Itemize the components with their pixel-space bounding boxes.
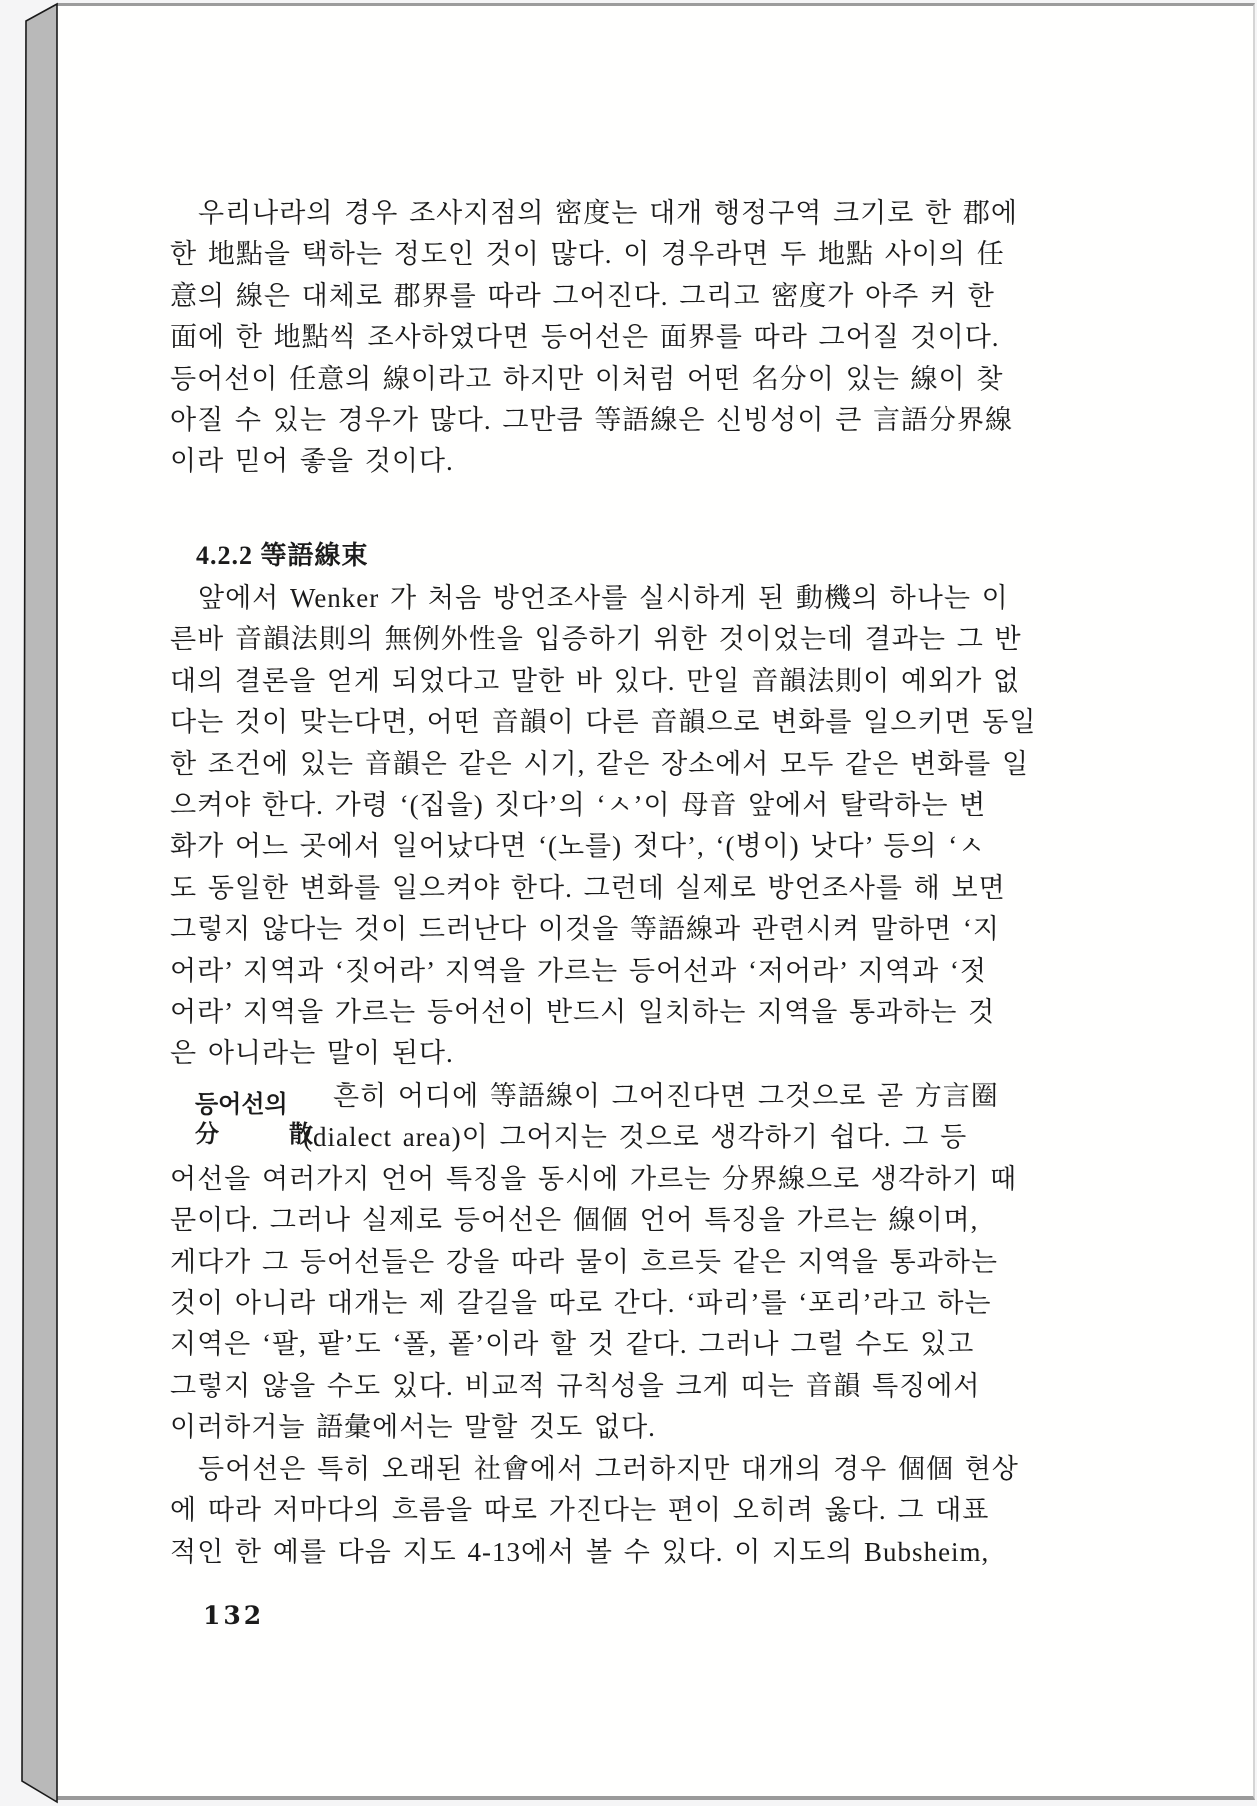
body-paragraph-4 xyxy=(170,1449,1019,1573)
text-line: 것이 아니라 대개는 제 갈길을 따로 간다. ‘파리’를 ‘포리’라고 하는 xyxy=(170,1288,992,1319)
text-line: 그렇지 않을 수도 있다. 비교적 규칙성을 크게 띠는 音韻 특징에서 xyxy=(170,1370,981,1401)
text-line: 面에 한 地點씩 조사하였다면 등어선은 面界를 따라 그어질 것이다. xyxy=(170,322,1000,353)
text-line: 대의 결론을 얻게 되었다고 말한 바 있다. 만일 音韻法則이 예외가 없 xyxy=(170,665,1021,696)
text-line: 등어선은 특히 오래된 社會에서 그러하지만 대개의 경우 個個 현상 xyxy=(198,1454,1019,1484)
text-line: 어선을 여러가지 언어 특징을 동시에 가르는 分界線으로 생각하기 때 xyxy=(170,1163,1018,1194)
text-line: 이라 믿어 좋을 것이다. xyxy=(170,446,454,477)
text-line: (dialect area)이 그어지는 것으로 생각하기 쉽다. 그 등 xyxy=(303,1122,968,1153)
text-line: 어라’ 지역을 가르는 등어선이 반드시 일치하는 지역을 통과하는 것 xyxy=(170,997,996,1028)
text-line: 른바 音韻法則의 無例外性을 입증하기 위한 것이었는데 결과는 그 반 xyxy=(170,624,1022,655)
text-line: 한 地點을 택하는 정도인 것이 많다. 이 경우라면 두 地點 사이의 任 xyxy=(170,239,1005,270)
text-line: 이러하거늘 語彙에서는 말할 것도 없다. xyxy=(170,1412,656,1443)
text-line: 적인 한 예를 다음 지도 4-13에서 볼 수 있다. 이 지도의 Bubsheim, xyxy=(170,1536,990,1567)
text-line: 등어선이 任意의 線이라고 하지만 이처럼 어떤 名分이 있는 線이 찾 xyxy=(170,363,1004,394)
text-line: 은 아니라는 말이 된다. xyxy=(170,1038,454,1069)
text-line: 화가 어느 곳에서 일어났다면 ‘(노를) 젓다’, ‘(병이) 낫다’ 등의 ‘ㅅ xyxy=(170,831,986,862)
text-line: 에 따라 저마다의 흐름을 따로 가진다는 편이 오히려 옳다. 그 대표 xyxy=(170,1495,990,1526)
margin-note-line1: 등어선의 xyxy=(195,1092,288,1118)
text-line: 어라’ 지역과 ‘짓어라’ 지역을 가르는 등어선과 ‘저어라’ 지역과 ‘젓 xyxy=(170,955,987,986)
text-line: 意의 線은 대체로 郡界를 따라 그어진다. 그리고 密度가 아주 커 한 xyxy=(170,280,995,311)
text-line: 한 조건에 있는 音韻은 같은 시기, 같은 장소에서 모두 같은 변화를 일 xyxy=(170,748,1030,779)
body-paragraph-1 xyxy=(170,193,1018,483)
text-line: 흔히 어디에 等語線이 그어진다면 그것으로 곧 方言圈 xyxy=(333,1081,999,1111)
text-line: 게다가 그 등어선들은 강을 따라 물이 흐르듯 같은 지역을 통과하는 xyxy=(170,1246,998,1277)
text-line: 앞에서 Wenker 가 처음 방언조사를 실시하게 된 動機의 하나는 이 xyxy=(198,583,1009,613)
text-line: 으켜야 한다. 가령 ‘(집을) 짓다’의 ‘ㅅ’이 母音 앞에서 탈락하는 변 xyxy=(170,790,987,821)
text-line: 도 동일한 변화를 일으켜야 한다. 그런데 실제로 방언조사를 해 보면 xyxy=(170,872,1006,903)
body-paragraph-2 xyxy=(170,578,1037,1075)
text-line: 다는 것이 맞는다면, 어떤 音韻이 다른 音韻으로 변화를 일으키면 동일 xyxy=(170,707,1037,738)
text-line: 우리나라의 경우 조사지점의 密度는 대개 행정구역 크기로 한 郡에 xyxy=(198,198,1018,228)
section-heading: 4.2.2 等語線束 xyxy=(196,541,369,570)
text-line: 아질 수 있는 경우가 많다. 그만큼 等語線은 신빙성이 큰 言語分界線 xyxy=(170,405,1014,436)
text-line: 문이다. 그러나 실제로 등어선은 個個 언어 특징을 가르는 線이며, xyxy=(170,1205,979,1236)
page-number: 132 xyxy=(203,1601,265,1630)
body-paragraph-3 xyxy=(170,1076,1018,1449)
text-line: 지역은 ‘팔, 팥’도 ‘폴, 퐅’이라 할 것 같다. 그러나 그럴 수도 있고 xyxy=(170,1329,975,1360)
text-line: 그렇지 않다는 것이 드러난다 이것을 等語線과 관련시켜 말하면 ‘지 xyxy=(170,914,1000,945)
page-edge-polygon xyxy=(22,4,57,1802)
margin-note-line2: 分 散 xyxy=(195,1122,313,1148)
